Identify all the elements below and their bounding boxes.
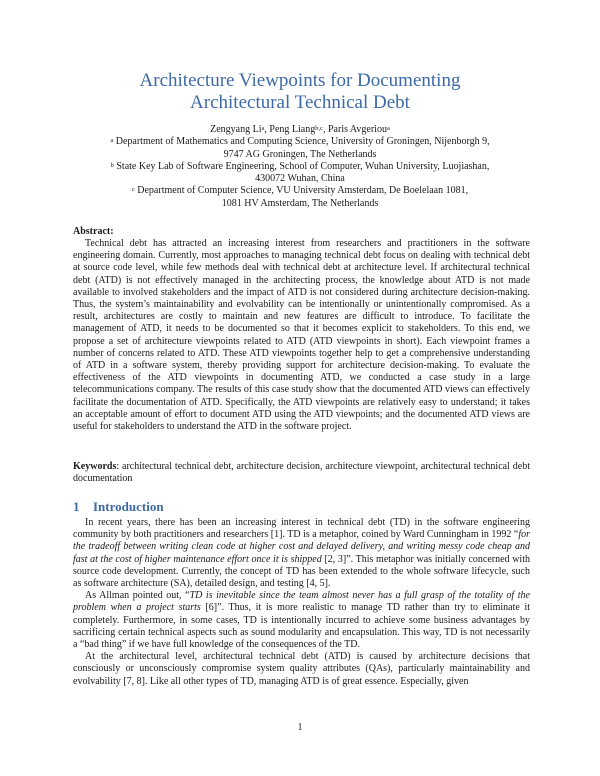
author-name: Paris Avgeriou	[327, 124, 387, 135]
abstract-text: Technical debt has attracted an increasing interest from researchers and practitioners in the software engineering domain. Currently, most approaches to managing technical debt focus on dealing with technical debt at source code level, while few methods deal with technical debt at architecture level. If architectural technical debt (ATD) is not effectively managed in the architecting process, the knowledge about ATD is not made available to involved stakeholders and the impact of ATD is not considered during architecture decision-making. Thus, the system’s maintainability and evolvability can be intentionally or unintentionally compromised. As a result, architectures are costly to maintain and new features are difficult to introduce. To facilitate the management of ATD, it needs to be documented so that it becomes explicit to stakeholders. To this end, we propose a set of architecture viewpoints related to ATD (ATD viewpoints in short). Each viewpoint frames a number of concerns related to ATD. These ATD viewpoints together help to get a comprehensive understanding of ATD in a software system, thereby providing support for architecture decision-making. To evaluate the effectiveness of the ATD viewpoints in documenting ATD, we conducted a case study in a large telecommunications company. The results of this case study show that the documented ATD views can effectively facilitate the documentation of ATD. Specifically, the ATD viewpoints are relatively easy to understand; it takes an acceptable amount of effort to document ATD using the ATD viewpoints; and the documented ATD views are useful for stakeholders to understand the ATD in the software project.	[73, 238, 530, 433]
intro-paragraph-3: At the architectural level, architectural technical debt (ATD) is caused by architecture decisions that consciously or unconsciously compromise system quality attributes (QAs), particularly maintainability and evolvability [7, 8]. Like all other types of TD, managing ATD is of great essence. Especially, given	[73, 651, 530, 687]
intro-paragraph-1: In recent years, there has been an increasing interest in technical debt (TD) in the software engineering community by both practitioners and researchers [1]. TD is a metaphor, coined by Ward Cunningham in 1992 “for the tradeoff between writing clean code at higher cost and delayed delivery, and writing messy code cheap and fast at the cost of higher maintenance effort once it is shipped [2, 3]”. This metaphor was initially concerned with source code development. Currently, the concept of TD has been extended to the whole software lifecycle, such as software architecture (SA), detailed design, and testing [4, 5].	[73, 517, 530, 590]
author-name: Peng Liang	[269, 124, 316, 135]
abstract-heading: Abstract:	[73, 226, 114, 237]
author-name: Zengyang Li	[210, 124, 262, 135]
introduction-body	[73, 517, 530, 688]
paper-title	[70, 70, 530, 114]
author-block	[60, 124, 540, 210]
affiliation-b: $^b$ State Key Lab of Software Engineering, School of Computer, Wuhan University, Luojiashan, 430072 Wuhan, China	[110, 160, 490, 185]
title-line-1: Architecture Viewpoints for Documenting	[139, 70, 461, 91]
keywords	[73, 461, 530, 485]
affiliation-a: $^a$ Department of Mathematics and Computing Science, University of Groningen, Nijenborgh 9, 9747 AG Groningen, The Netherlands	[110, 136, 490, 160]
keywords-label: Keywords	[73, 461, 117, 472]
title-line-2: Architectural Technical Debt	[190, 92, 410, 113]
section-heading-introduction: 1 Introduction	[73, 499, 164, 514]
page-number: 1	[297, 722, 303, 733]
author-names: Zengyang Li$^a$, Peng Liang$^{b,c}$, Paris Avgeriou$^a$	[210, 124, 390, 135]
keywords-text: : architectural technical debt, architecture decision, architecture viewpoint, architectural technical debt documentation	[73, 461, 530, 485]
affiliation-c: $^c$ Department of Computer Science, VU University Amsterdam, De Boelelaan 1081, 1081 HV Amsterdam, The Netherlands	[131, 185, 469, 209]
intro-paragraph-2: As Allman pointed out, “TD is inevitable since the team almost never has a full grasp of the totality of the problem when a project starts [6]”. Thus, it is more realistic to manage TD rather than try to eliminate it completely. Furthermore, in some cases, TD is intentionally incurred to achieve some business advantages by sacrificing certain technical aspects such as sound modularity and encapsulation. This way, TD is not necessarily a “bad thing” if we have full knowledge of the consequences of the TD.	[73, 590, 530, 651]
